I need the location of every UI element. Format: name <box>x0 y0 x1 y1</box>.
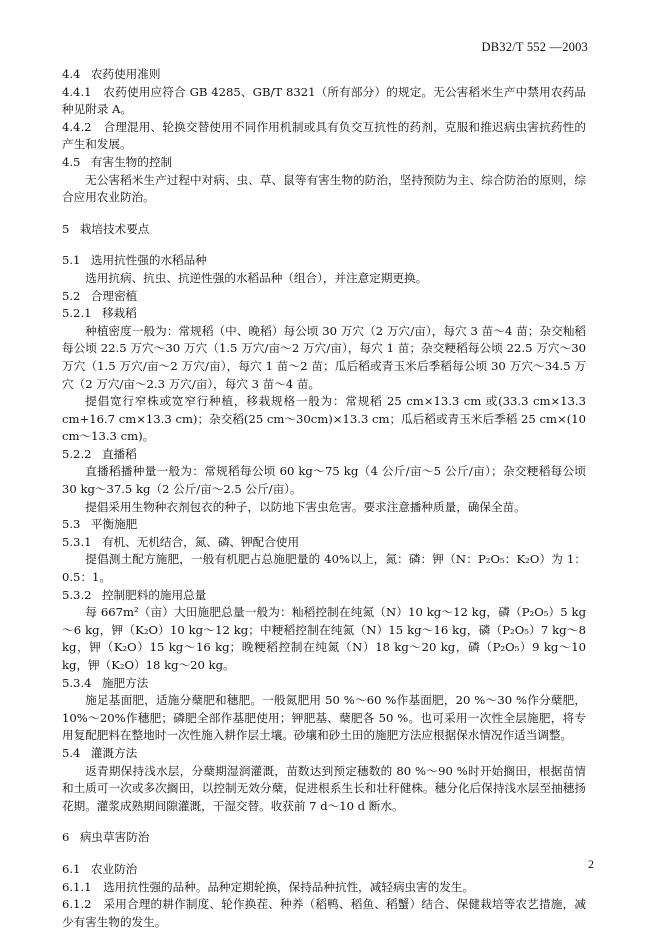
section-title: 移栽稻 <box>101 306 137 321</box>
section-heading <box>62 516 586 534</box>
paragraph: 无公害稻米生产过程中对病、虫、草、鼠等有害生物的防治，坚持预防为主、综合防治的原则，综合应用农业防治。 <box>62 172 586 205</box>
section-title: 栽培技术要点 <box>79 221 150 236</box>
section-number: 4.5 <box>62 154 81 169</box>
section-number: 5 <box>62 221 70 236</box>
section-heading <box>62 587 586 605</box>
section-number: 5.3 <box>62 517 81 532</box>
section-number: 5.3.4 <box>62 675 92 690</box>
section-number: 5.1 <box>62 253 81 268</box>
section-title: 平衡施肥 <box>90 517 138 532</box>
section-title: 农业防治 <box>90 861 138 876</box>
section-number: 4.4 <box>62 67 81 81</box>
section-title: 农药使用准则 <box>90 67 161 81</box>
section-title: 选用抗性强的水稻品种 <box>90 253 207 268</box>
section-number: 6.1 <box>62 861 81 876</box>
section-title: 控制肥料的施用总量 <box>101 587 207 602</box>
section-heading <box>62 534 586 552</box>
section-heading <box>62 745 586 763</box>
paragraph: 种植密度一般为：常规稻（中、晚稻）每公顷 30 万穴（2 万穴/亩），每穴 3 苗～4 苗；杂交籼稻每公顷 22.5 万穴～30 万穴（1.5 万穴/亩～2 万穴/亩），每穴 1 苗；杂交粳稻每公顷 22.5 万穴～30 万穴（1.5 万穴/亩～2 万穴/亩），每穴 1 苗～2 苗；瓜后稻或青玉米后季稻每公顷 30 万穴～34.5 万穴（2 万穴/亩～2.3 万穴/亩），每穴 3 苗～4 苗。 <box>62 323 586 391</box>
section-number: 5.3.1 <box>62 534 92 549</box>
blank-line <box>62 815 586 829</box>
section-title: 合理密植 <box>90 288 138 303</box>
paragraph: 选用抗病、抗虫、抗逆性强的水稻品种（组合），并注意定期更换。 <box>85 270 428 285</box>
section-number: 5.2.2 <box>62 446 92 461</box>
section-heading <box>62 305 586 323</box>
section-heading <box>62 675 586 693</box>
blank-line <box>62 847 586 861</box>
paragraph: 4.4.2 合理混用、轮换交替使用不同作用机制或具有负交互抗性的药剂，克服和推迟病虫害抗药性的产生和发展。 <box>62 119 586 152</box>
section-number: 5.4 <box>62 745 81 760</box>
document-body <box>62 66 586 931</box>
section-heading <box>62 446 586 464</box>
section-heading <box>62 252 586 270</box>
section-number: 5.2.1 <box>62 306 92 321</box>
paragraph: 提倡采用生物种衣剂包衣的种子，以防地下害虫危害。要求注意播种质量，确保全苗。 <box>85 499 526 514</box>
section-title: 直播稻 <box>101 446 137 461</box>
section-title: 有机、无机结合，氮、磷、钾配合使用 <box>101 534 300 549</box>
section-heading <box>62 861 586 879</box>
paragraph: 4.4.1 农药使用应符合 GB 4285、GB/T 8321（所有部分）的规定。无公害稻米生产中禁用农药品种见附录 A。 <box>62 84 586 117</box>
page-number: 2 <box>588 857 594 871</box>
section-heading <box>62 66 586 84</box>
section-title: 灌溉方法 <box>90 745 138 760</box>
section-heading <box>62 221 586 239</box>
section-title: 施肥方法 <box>101 675 149 690</box>
section-heading <box>62 829 586 847</box>
paragraph: 6.1.1 选用抗性强的品种。品种定期轮换，保持品种抗性，减轻病虫害的发生。 <box>62 879 475 894</box>
section-title: 病虫草害防治 <box>79 830 150 845</box>
section-number: 5.3.2 <box>62 587 92 602</box>
section-number: 6 <box>62 830 70 845</box>
document-code: DB32/T 552 —2003 <box>481 40 588 54</box>
paragraph: 每 667m²（亩）大田施肥总量一般为：籼稻控制在纯氮（N）10 kg～12 kg，磷（P₂O₅）5 kg～6 kg，钾（K₂O）10 kg～12 kg；中粳稻控制在纯氮（N）15 kg～16 kg，磷（P₂O₅）7 kg～8 kg，钾（K₂O）15 kg～16 kg；晚粳稻控制在纯氮（N）18 kg～20 kg，磷（P₂O₅）9 kg～10 kg，钾（K₂O）18 kg～20 kg。 <box>62 605 586 672</box>
blank-line <box>62 207 586 221</box>
section-title: 有害生物的控制 <box>90 154 173 169</box>
paragraph: 提倡宽行窄株或宽窄行种植，移栽规格一般为：常规稻 25 cm×13.3 cm 或(33.3 cm×13.3 cm+16.7 cm×13.3 cm)；杂交稻(25 cm～30cm)×13.3 cm；瓜后稻或青玉米后季稻 25 cm×(10 cm～13.3 cm)。 <box>62 394 586 444</box>
blank-line <box>62 238 586 252</box>
section-heading <box>62 154 586 172</box>
section-heading <box>62 288 586 306</box>
paragraph: 施足基面肥，适施分蘖肥和穗肥。一般氮肥用 50 %～60 %作基面肥，20 %～30 %作分蘖肥，10%～20%作穗肥；磷肥全部作基肥使用；钾肥基、蘖肥各 50 %。也可采用一次性全层施肥，将专用复配肥料在整地时一次性施入耕作层土壤。砂壤和砂土田的施肥方法应根据保水情况作适当调整。 <box>62 693 586 743</box>
section-number: 5.2 <box>62 288 81 303</box>
paragraph: 返青期保持浅水层，分蘖期湿润灌溉，苗数达到预定穗数的 80 %～90 %时开始搁田，根据苗情和土质可一次或多次搁田，以控制无效分蘖，促进根系生长和壮秆健株。穗分化后保持浅水层至抽穗扬花期。灌浆成熟期间隙灌溉，干湿交替。收获前 7 d～10 d 断水。 <box>62 763 586 813</box>
paragraph: 提倡测土配方施肥，一般有机肥占总施肥量的 40%以上，氮：磷：钾（N：P₂O₅：K₂O）为 1：0.5：1。 <box>62 552 586 585</box>
paragraph: 直播稻播种量一般为：常规稻每公顷 60 kg～75 kg（4 公斤/亩～5 公斤/亩）；杂交粳稻每公顷 30 kg～37.5 kg（2 公斤/亩～2.5 公斤/亩）。 <box>62 464 586 497</box>
paragraph: 6.1.2 采用合理的耕作制度、轮作换茬、种养（稻鸭、稻鱼、稻蟹）结合、保健栽培等农艺措施，减少有害生物的发生。 <box>62 897 586 929</box>
